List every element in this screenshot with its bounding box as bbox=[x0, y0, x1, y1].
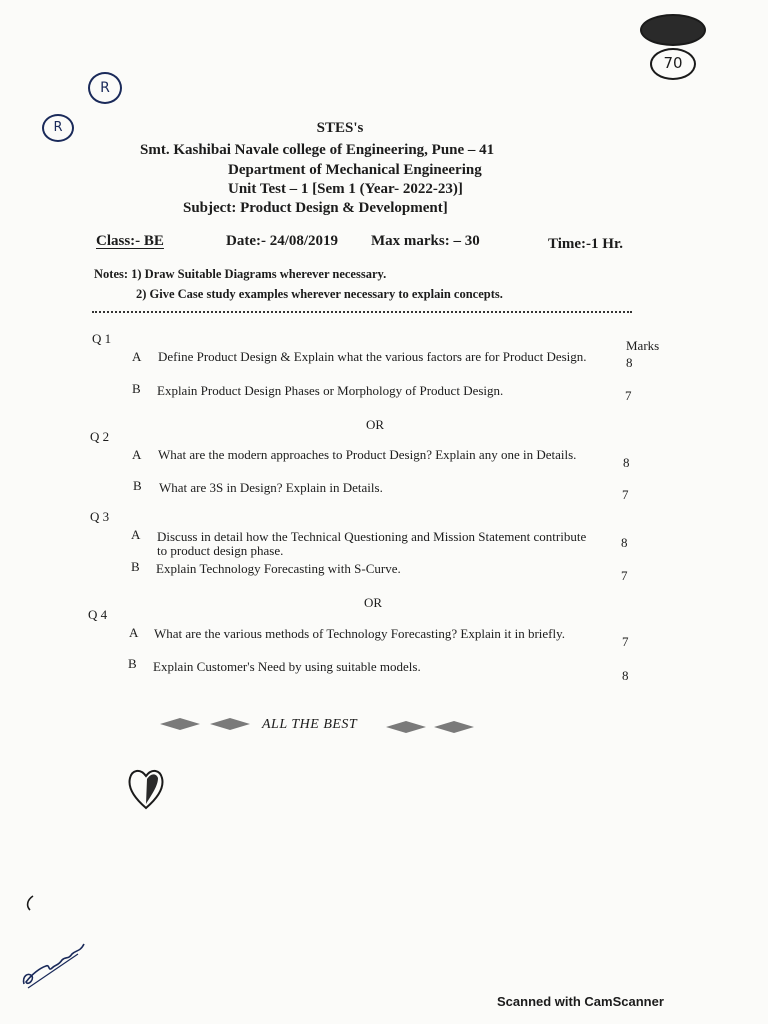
header-stes: STES's bbox=[316, 120, 364, 136]
max-marks-field: Max marks: – 30 bbox=[371, 233, 480, 249]
question-number: Q 4 bbox=[88, 607, 108, 622]
score-text: 70 bbox=[663, 54, 683, 72]
scanner-watermark: Scanned with CamScanner bbox=[497, 994, 664, 1009]
question-text: Define Product Design & Explain what the various factors are for Product Design. bbox=[158, 349, 587, 364]
diamond-ornament bbox=[160, 718, 200, 730]
part-letter: B bbox=[132, 381, 141, 396]
question-marks: 7 bbox=[622, 487, 629, 502]
question-marks: 7 bbox=[625, 388, 632, 403]
question-text: What are 3S in Design? Explain in Details. bbox=[159, 480, 383, 495]
score-stamp-oval bbox=[640, 14, 706, 46]
signature-icon bbox=[18, 936, 90, 992]
separator-dotted bbox=[92, 311, 632, 313]
diamond-ornament bbox=[210, 718, 250, 730]
question-number: Q 1 bbox=[92, 331, 112, 346]
question-marks: 7 bbox=[621, 568, 628, 583]
question-text: What are the various methods of Technology Forecasting? Explain it in briefly. bbox=[154, 626, 566, 641]
part-letter: A bbox=[129, 625, 139, 640]
part-letter: B bbox=[128, 656, 137, 671]
question-text: Explain Customer's Need by using suitable models. bbox=[153, 659, 421, 674]
part-letter: B bbox=[133, 478, 142, 493]
score-circle bbox=[650, 48, 696, 80]
header-subject: Subject: Product Design & Development] bbox=[183, 200, 448, 216]
closing-text: ALL THE BEST bbox=[262, 717, 358, 732]
header-college: Smt. Kashibai Navale college of Engineering, Pune – 41 bbox=[140, 142, 495, 158]
diamond-ornament bbox=[386, 721, 426, 733]
part-letter: A bbox=[131, 527, 141, 542]
or-separator: OR bbox=[365, 417, 385, 432]
heart-doodle-icon bbox=[126, 764, 166, 812]
question-text: Discuss in detail how the Technical Questioning and Mission Statement contribute to product design phase. bbox=[157, 529, 587, 558]
time-field: Time:-1 Hr. bbox=[548, 236, 623, 252]
class-field: Class:- BE bbox=[96, 233, 164, 249]
or-separator: OR bbox=[363, 595, 383, 610]
handwritten-mark-a: R bbox=[88, 72, 122, 104]
question-marks: 8 bbox=[621, 535, 628, 550]
header-unit-test: Unit Test – 1 [Sem 1 (Year- 2022-23)] bbox=[228, 181, 463, 197]
question-marks: 7 bbox=[622, 634, 629, 649]
question-text: Explain Product Design Phases or Morphology of Product Design. bbox=[157, 383, 504, 398]
pen-stroke-icon bbox=[24, 894, 36, 912]
diamond-ornament bbox=[434, 721, 474, 733]
question-marks: 8 bbox=[622, 668, 629, 683]
question-text: Explain Technology Forecasting with S-Curve. bbox=[156, 561, 401, 576]
header-department: Department of Mechanical Engineering bbox=[228, 162, 482, 178]
handwritten-mark-b: R bbox=[42, 114, 74, 142]
question-marks: 8 bbox=[623, 455, 630, 470]
marks-column-header: Marks bbox=[626, 338, 660, 353]
question-text: What are the modern approaches to Product Design? Explain any one in Details. bbox=[158, 447, 577, 462]
part-letter: A bbox=[132, 349, 142, 364]
note-line-2: 2) Give Case study examples wherever necessary to explain concepts. bbox=[136, 287, 503, 301]
question-marks: 8 bbox=[626, 355, 633, 370]
note-line-1: Notes: 1) Draw Suitable Diagrams wherever necessary. bbox=[94, 267, 387, 281]
question-number: Q 3 bbox=[90, 509, 110, 524]
part-letter: A bbox=[132, 447, 142, 462]
part-letter: B bbox=[131, 559, 140, 574]
date-field: Date:- 24/08/2019 bbox=[226, 233, 339, 249]
question-number: Q 2 bbox=[90, 429, 110, 444]
